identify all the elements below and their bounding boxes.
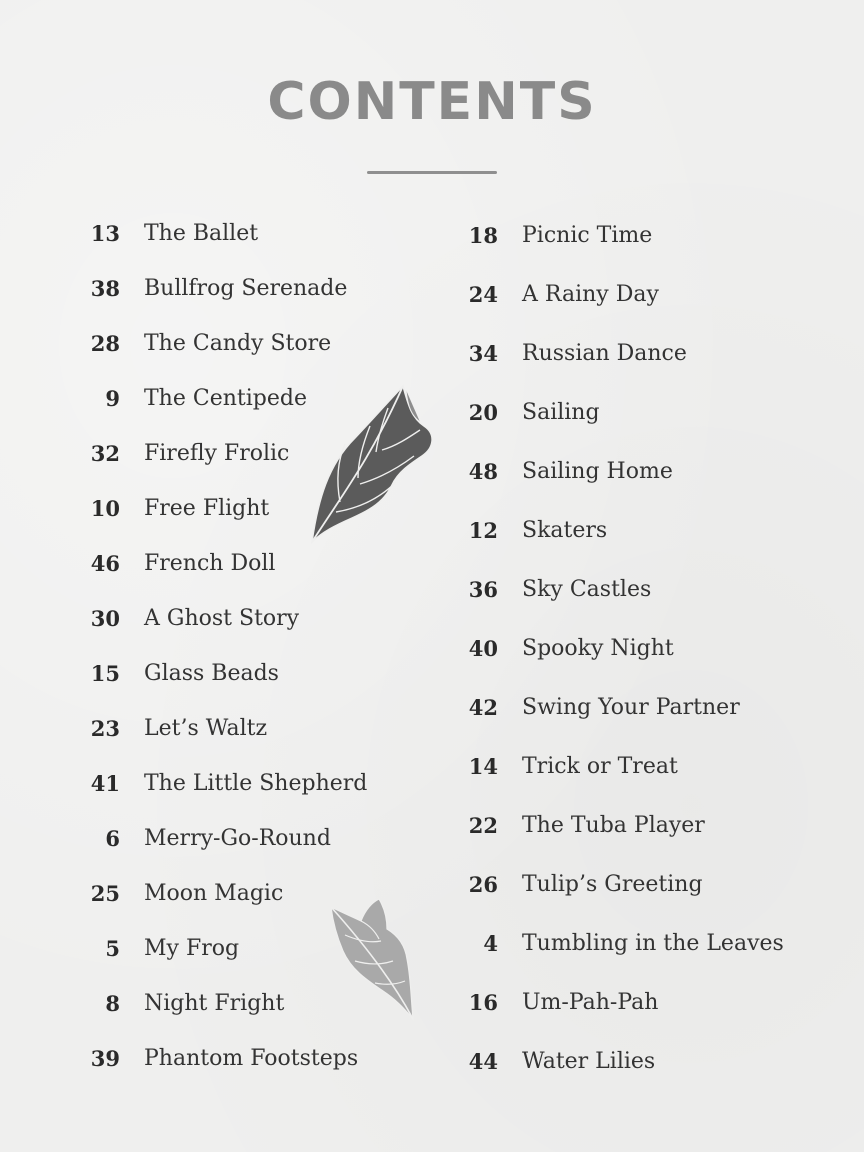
page-number: 38 <box>90 276 120 301</box>
piece-title: Sky Castles <box>522 577 652 602</box>
piece-title: French Doll <box>144 551 276 576</box>
page-number: 10 <box>90 496 120 521</box>
toc-entry[interactable] <box>420 324 860 383</box>
piece-title: Firefly Frolic <box>144 441 290 466</box>
page-number: 9 <box>105 386 120 411</box>
toc-entry[interactable] <box>0 701 420 756</box>
piece-title: A Ghost Story <box>144 606 300 631</box>
page-number: 15 <box>90 661 120 686</box>
page-number: 26 <box>468 872 498 897</box>
piece-title: Skaters <box>522 518 608 543</box>
piece-title: Swing Your Partner <box>522 695 740 720</box>
piece-title: Moon Magic <box>144 881 284 906</box>
page-number: 34 <box>468 341 498 366</box>
page-number: 28 <box>90 331 120 356</box>
piece-title: Russian Dance <box>522 341 687 366</box>
page-number: 41 <box>90 771 120 796</box>
page-title: CONTENTS <box>267 72 597 132</box>
piece-title: Picnic Time <box>522 223 653 248</box>
piece-title: My Frog <box>144 936 240 961</box>
page-number: 18 <box>468 223 498 248</box>
piece-title: Um-Pah-Pah <box>522 990 659 1015</box>
toc-entry[interactable] <box>0 206 420 261</box>
toc-entry[interactable] <box>420 619 860 678</box>
leaf-dark-icon <box>300 380 440 550</box>
page-number: 8 <box>105 991 120 1016</box>
page-number: 4 <box>483 931 498 956</box>
page-number: 25 <box>90 881 120 906</box>
piece-title: The Tuba Player <box>522 813 705 838</box>
toc-entry[interactable] <box>0 811 420 866</box>
page-number: 5 <box>105 936 120 961</box>
page-number: 40 <box>468 636 498 661</box>
toc-entry[interactable] <box>420 206 860 265</box>
title-divider <box>367 171 497 174</box>
contents-right-column <box>420 206 860 1091</box>
toc-entry[interactable] <box>0 591 420 646</box>
toc-entry[interactable] <box>420 383 860 442</box>
piece-title: The Centipede <box>144 386 307 411</box>
piece-title: Tumbling in the Leaves <box>522 931 784 956</box>
piece-title: Tulip’s Greeting <box>522 872 703 897</box>
toc-entry[interactable] <box>0 756 420 811</box>
piece-title: The Ballet <box>144 221 259 246</box>
page-number: 23 <box>90 716 120 741</box>
piece-title: Trick or Treat <box>522 754 678 779</box>
toc-entry[interactable] <box>420 501 860 560</box>
page-number: 44 <box>468 1049 498 1074</box>
toc-entry[interactable] <box>420 442 860 501</box>
page-number: 48 <box>468 459 498 484</box>
page-number: 14 <box>468 754 498 779</box>
piece-title: Water Lilies <box>522 1049 656 1074</box>
toc-entry[interactable] <box>420 560 860 619</box>
page-number: 39 <box>90 1046 120 1071</box>
leaf-light-icon <box>325 895 425 1025</box>
toc-entry[interactable] <box>420 265 860 324</box>
page-number: 42 <box>468 695 498 720</box>
toc-entry[interactable] <box>0 1031 420 1086</box>
piece-title: The Candy Store <box>144 331 332 356</box>
toc-entry[interactable] <box>420 855 860 914</box>
piece-title: Phantom Footsteps <box>144 1046 359 1071</box>
piece-title: A Rainy Day <box>522 282 659 307</box>
toc-entry[interactable] <box>0 316 420 371</box>
page-number: 24 <box>468 282 498 307</box>
piece-title: Sailing Home <box>522 459 673 484</box>
page-number: 22 <box>468 813 498 838</box>
toc-entry[interactable] <box>420 796 860 855</box>
piece-title: Bullfrog Serenade <box>144 276 348 301</box>
page-number: 16 <box>468 990 498 1015</box>
toc-entry[interactable] <box>0 646 420 701</box>
page-number: 36 <box>468 577 498 602</box>
toc-entry[interactable] <box>420 737 860 796</box>
page-number: 32 <box>90 441 120 466</box>
page-number: 12 <box>468 518 498 543</box>
toc-entry[interactable] <box>420 914 860 973</box>
toc-entry[interactable] <box>420 973 860 1032</box>
piece-title: Free Flight <box>144 496 270 521</box>
piece-title: Let’s Waltz <box>144 716 268 741</box>
piece-title: Night Fright <box>144 991 285 1016</box>
page-number: 6 <box>105 826 120 851</box>
toc-entry[interactable] <box>420 1032 860 1091</box>
piece-title: Sailing <box>522 400 600 425</box>
piece-title: Merry-Go-Round <box>144 826 331 851</box>
toc-entry[interactable] <box>0 261 420 316</box>
page-number: 30 <box>90 606 120 631</box>
piece-title: The Little Shepherd <box>144 771 368 796</box>
piece-title: Glass Beads <box>144 661 279 686</box>
page-number: 46 <box>90 551 120 576</box>
page-number: 13 <box>90 221 120 246</box>
page-number: 20 <box>468 400 498 425</box>
piece-title: Spooky Night <box>522 636 674 661</box>
toc-entry[interactable] <box>420 678 860 737</box>
